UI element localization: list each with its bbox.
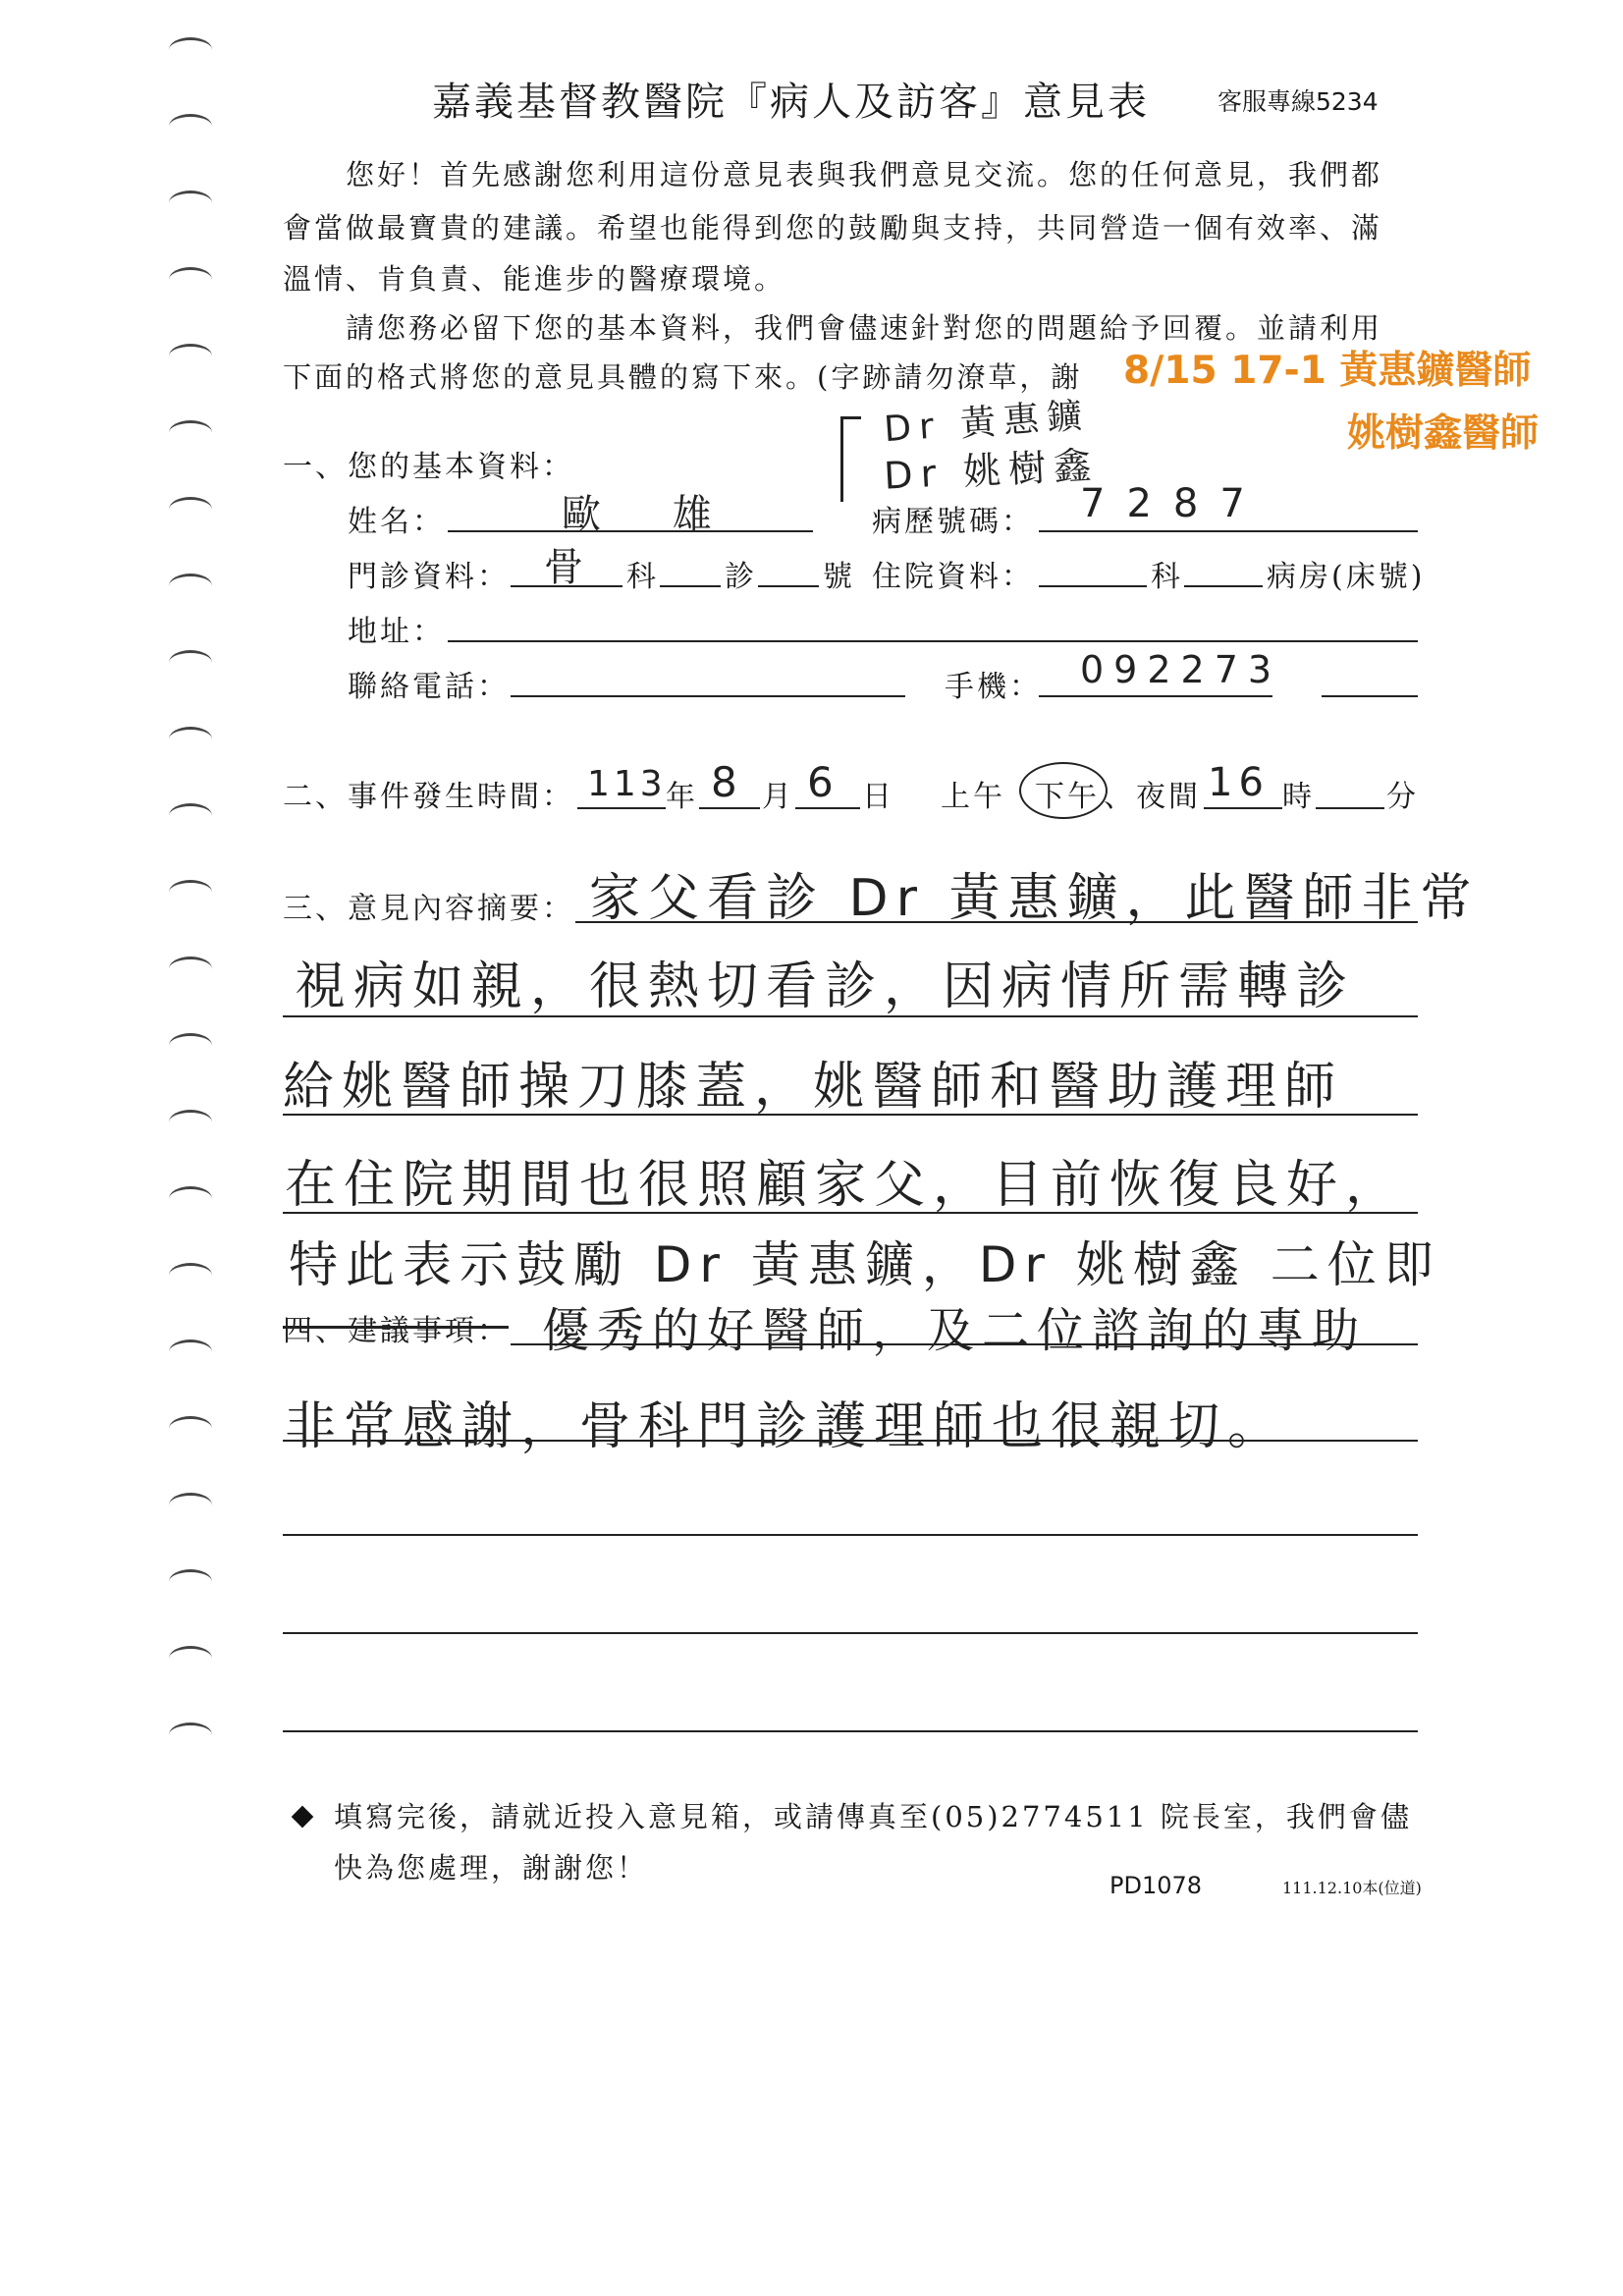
suggestion-line-3 xyxy=(283,1534,1418,1536)
handwritten-bracket xyxy=(840,416,861,502)
footer-instruction-1: 填寫完後，請就近投入意見箱，或請傳真至(05)2774511 院長室，我們會儘 xyxy=(334,1800,1412,1833)
footer-instruction-2: 快為您處理，謝謝您！ xyxy=(334,1851,649,1885)
form-title: 嘉義基督教醫院『病人及訪客』意見表 xyxy=(432,80,1150,125)
handwritten-content-4: 在住院期間也很照顧家父，目前恢復良好， xyxy=(285,1156,1405,1215)
handwritten-content-2: 視病如親，很熱切看診，因病情所需轉診 xyxy=(295,957,1356,1016)
form-code: PD1078 xyxy=(1109,1872,1203,1899)
hour-line xyxy=(1204,807,1282,809)
name-label: 姓名： xyxy=(348,505,445,539)
pm-option: 下午 xyxy=(1035,780,1100,814)
binder-hole xyxy=(169,267,212,292)
section-content-label: 三、意見內容摘要： xyxy=(283,892,574,926)
clinic-number-line xyxy=(758,585,819,587)
inpatient-ward-line xyxy=(1184,585,1263,587)
intro-line-5: 下面的格式將您的意見具體的寫下來。(字跡請勿潦草，謝 xyxy=(283,360,1083,394)
handwritten-hour: 16 xyxy=(1208,760,1270,805)
handwritten-year: 113 xyxy=(587,764,667,804)
month-suffix: 月 xyxy=(762,780,794,814)
binder-hole xyxy=(169,1416,212,1441)
handwritten-month: 8 xyxy=(711,758,745,806)
handwritten-doctor-ref-1: Dr 黃惠鑛 xyxy=(883,395,1092,451)
section-suggestion-label: 四、建議事項： xyxy=(283,1314,510,1348)
night-option: 、夜間 xyxy=(1104,780,1201,814)
minute-suffix: 分 xyxy=(1386,780,1419,814)
binder-hole xyxy=(169,1033,212,1058)
intro-line-3: 溫情、肯負責、能進步的醫療環境。 xyxy=(283,262,786,296)
bullet-diamond-icon xyxy=(292,1806,314,1829)
binder-hole xyxy=(169,1263,212,1287)
phone-line xyxy=(511,695,905,697)
binder-hole xyxy=(169,191,212,215)
intro-line-2: 會當做最寶貴的建議。希望也能得到您的鼓勵與支持，共同營造一個有效率、滿 xyxy=(283,211,1383,245)
annotation-line-1: 8/15 17-1 黃惠鑛醫師 xyxy=(1123,349,1532,393)
mobile-line-1 xyxy=(1039,695,1272,697)
clinic-label: 門診資料： xyxy=(348,560,510,594)
annotation-line-2: 姚樹鑫醫師 xyxy=(1347,411,1540,456)
handwritten-clinic-dept: 骨 xyxy=(544,545,591,590)
address-label: 地址： xyxy=(348,615,445,649)
address-line xyxy=(448,640,1418,642)
handwritten-chart-number: 7287 xyxy=(1080,481,1267,526)
handwritten-content-7: 非常感謝，骨科門診護理師也很親切。 xyxy=(285,1397,1287,1456)
binder-hole xyxy=(169,420,212,445)
hour-suffix: 時 xyxy=(1282,780,1315,814)
binder-hole xyxy=(169,114,212,138)
inpatient-label: 住院資料： xyxy=(872,560,1034,594)
binder-hole xyxy=(169,957,212,981)
handwritten-content-1: 家父看診 Dr 黃惠鑛，此醫師非常 xyxy=(589,869,1480,928)
inpatient-dept-suffix: 科 xyxy=(1151,560,1183,594)
handwritten-day: 6 xyxy=(807,758,841,806)
handwritten-doctor-ref-2: Dr 姚樹鑫 xyxy=(883,443,1101,498)
inpatient-ward-suffix: 病房(床號) xyxy=(1267,560,1426,594)
binder-hole xyxy=(169,1186,212,1211)
binder-hole xyxy=(169,650,212,675)
binder-hole xyxy=(169,880,212,904)
binder-hole xyxy=(169,497,212,521)
clinic-session-line xyxy=(660,585,721,587)
day-suffix: 日 xyxy=(862,780,894,814)
day-line xyxy=(795,807,860,809)
suggestion-label-strike xyxy=(283,1326,509,1329)
form-version: 111.12.10本(位道) xyxy=(1282,1879,1422,1897)
binder-hole xyxy=(169,37,212,62)
chart-number-line xyxy=(1039,530,1418,532)
year-suffix: 年 xyxy=(666,780,698,814)
binder-hole xyxy=(169,344,212,368)
binder-hole xyxy=(169,1493,212,1517)
section-time-label: 二、事件發生時間： xyxy=(283,780,574,814)
binder-hole xyxy=(169,1646,212,1670)
minute-line xyxy=(1316,807,1384,809)
handwritten-content-6: 優秀的好醫師，及二位諮詢的專助 xyxy=(542,1303,1368,1358)
mobile-label: 手機： xyxy=(945,670,1042,704)
month-line xyxy=(699,807,760,809)
binder-hole xyxy=(169,1110,212,1134)
binder-hole xyxy=(169,574,212,598)
clinic-session-suffix: 診 xyxy=(725,560,757,594)
intro-line-1: 您好！首先感謝您利用這份意見表與我們意見交流。您的任何意見，我們都 xyxy=(346,158,1383,191)
hotline-label: 客服專線5234 xyxy=(1217,87,1379,116)
binder-hole xyxy=(169,727,212,751)
year-line xyxy=(577,807,666,809)
binder-hole xyxy=(169,1339,212,1364)
am-option: 上午 xyxy=(941,780,1005,814)
suggestion-line-4 xyxy=(283,1632,1418,1634)
handwritten-mobile: 092273 xyxy=(1080,648,1282,691)
clinic-number-suffix: 號 xyxy=(823,560,855,594)
suggestion-line-5 xyxy=(283,1730,1418,1732)
binder-hole xyxy=(169,1569,212,1594)
handwritten-name: 歐 雄 xyxy=(562,492,741,537)
handwritten-content-3: 給姚醫師操刀膝蓋，姚醫師和醫助護理師 xyxy=(283,1058,1344,1117)
phone-label: 聯絡電話： xyxy=(348,670,510,704)
chart-number-label: 病歷號碼： xyxy=(872,505,1034,539)
binder-hole xyxy=(169,1722,212,1747)
section-basic-info-label: 一、您的基本資料： xyxy=(283,450,574,484)
binder-hole xyxy=(169,803,212,828)
mobile-line-2 xyxy=(1322,695,1418,697)
handwritten-content-5: 特此表示鼓勵 Dr 黃惠鑛，Dr 姚樹鑫 二位即 xyxy=(289,1236,1441,1293)
inpatient-dept-line xyxy=(1039,585,1147,587)
clinic-dept-suffix: 科 xyxy=(626,560,659,594)
intro-line-4: 請您務必留下您的基本資料，我們會儘速針對您的問題給予回覆。並請利用 xyxy=(346,311,1383,345)
pm-selected-circle xyxy=(1019,762,1108,819)
